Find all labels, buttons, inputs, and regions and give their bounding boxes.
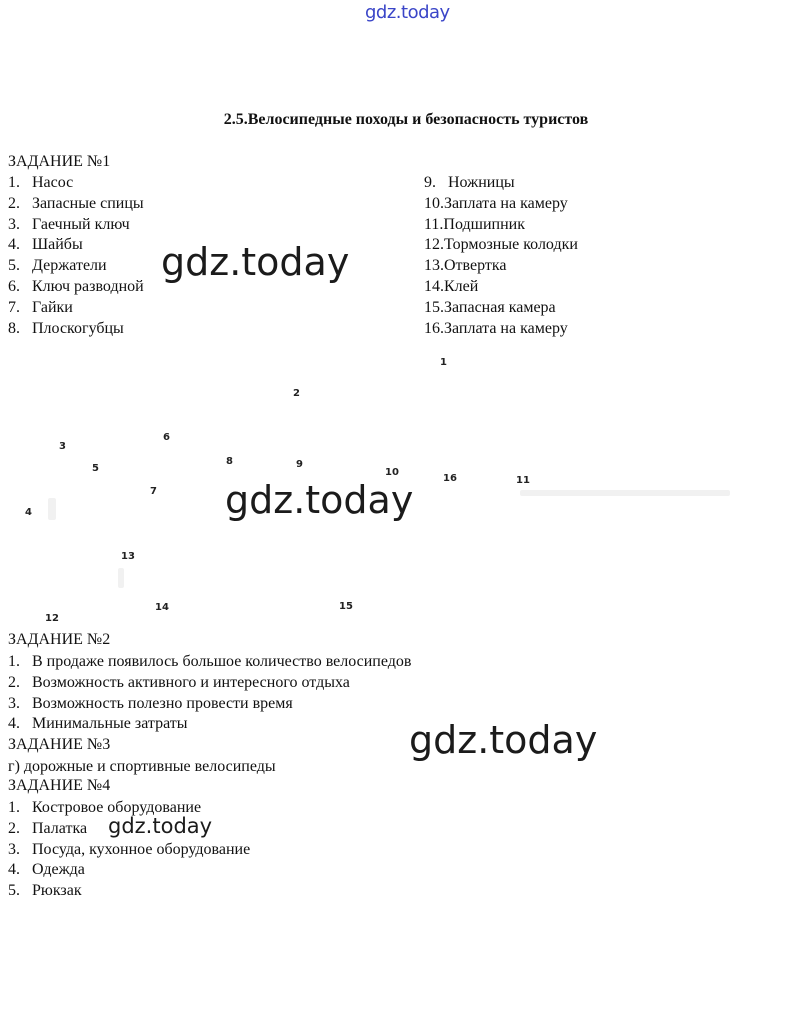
list-item: 1. Насос: [8, 174, 74, 191]
figure-label-11: 11: [516, 475, 530, 486]
list-item: 14.Клей: [424, 277, 479, 295]
list-item: 2. Запасные спицы: [8, 194, 144, 212]
figure-label-6: 6: [163, 432, 170, 443]
list-item: 13.Отвертка: [424, 257, 507, 275]
list-item: 7. Гайки: [8, 298, 73, 316]
figure-label-7: 7: [150, 486, 157, 497]
figure-label-9: 9: [296, 459, 303, 470]
watermark-1: gdz.today: [161, 240, 350, 284]
tools-figure: [0, 350, 812, 630]
watermark-small: gdz.today: [108, 814, 213, 838]
list-item: 10.Заплата на камеру: [424, 194, 568, 212]
figure-label-1: 1: [440, 357, 447, 368]
list-item: 11.Подшипник: [424, 215, 525, 233]
list-item: 9. Ножницы: [424, 174, 515, 191]
task2-list: [8, 652, 708, 735]
figure-label-8: 8: [226, 456, 233, 467]
figure-label-13: 13: [121, 551, 135, 562]
list-item: 4. Одежда: [8, 861, 85, 879]
figure-label-5: 5: [92, 463, 99, 474]
list-item: 16.Заплата на камеру: [424, 319, 568, 337]
list-item: 3. Возможность полезно провести время: [8, 694, 293, 712]
list-item: 8. Плоскогубцы: [8, 319, 124, 337]
list-item: 2. Палатка: [8, 819, 88, 837]
list-item: 6. Ключ разводной: [8, 277, 144, 295]
figure-label-16: 16: [443, 473, 457, 484]
task4-list: [8, 798, 508, 902]
task2-heading: ЗАДАНИЕ №2: [8, 631, 111, 648]
figure-label-3: 3: [59, 441, 66, 452]
list-item: 1. Костровое оборудование: [8, 799, 202, 816]
list-item: 15.Запасная камера: [424, 298, 556, 316]
figure-label-12: 12: [45, 613, 59, 624]
watermark-3: gdz.today: [409, 718, 598, 762]
task4-heading: ЗАДАНИЕ №4: [8, 777, 111, 794]
list-item: 3. Посуда, кухонное оборудование: [8, 840, 251, 858]
list-item: 12.Тормозные колодки: [424, 236, 578, 254]
figure-label-15: 15: [339, 601, 353, 612]
figure-label-14: 14: [155, 602, 169, 613]
task3-heading: ЗАДАНИЕ №3: [8, 736, 111, 753]
list-item: 5. Рюкзак: [8, 882, 82, 900]
page-title: 2.5.Велосипедные походы и безопасность туристов: [223, 111, 589, 128]
list-item: 4. Минимальные затраты: [8, 715, 188, 733]
list-item: 2. Возможность активного и интересного отдыха: [8, 673, 350, 691]
watermark-top: gdz.today: [365, 2, 450, 23]
task1-heading: ЗАДАНИЕ №1: [8, 153, 111, 170]
task1-right-list: [424, 173, 804, 339]
figure-label-4: 4: [25, 507, 32, 518]
list-item: 1. В продаже появилось большое количество велосипедов: [8, 653, 412, 670]
list-item: 4. Шайбы: [8, 236, 83, 254]
figure-label-10: 10: [385, 467, 399, 478]
task1-left-list: [8, 173, 408, 339]
list-item: 5. Держатели: [8, 257, 107, 275]
figure-label-2: 2: [293, 388, 300, 399]
list-item: 3. Гаечный ключ: [8, 215, 130, 233]
task3-answer: г) дорожные и спортивные велосипеды: [8, 758, 276, 775]
watermark-2: gdz.today: [225, 478, 414, 522]
